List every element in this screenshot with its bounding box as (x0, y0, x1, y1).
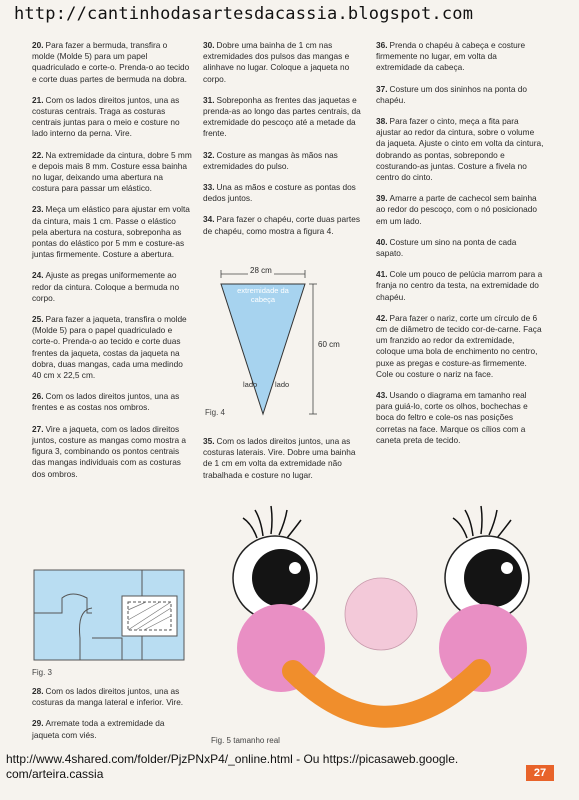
step-text: Na extremidade da cintura, dobre 5 mm e depois mais 8 mm. Costure essa bainha no lugar, deixando uma abertura na costura para passar um elástico. (32, 149, 192, 194)
step-number: 40. (376, 236, 388, 247)
hat-width-label: 28 cm (250, 266, 272, 275)
left-eye-highlight (289, 562, 301, 574)
nose (345, 578, 417, 650)
right-eye-highlight (501, 562, 513, 574)
step-text: Usando o diagrama em tamanho real para guiá-lo, corte os olhos, bochechas e boca do feltro e cole-os nas posições corretas na face. Marque os cílios com a caneta preta de tecido. (376, 390, 528, 445)
step-text: Vire a jaqueta, com os lados direitos juntos, costure as mangas como mostra a figura 3, combinando os pontos centrais das mangas individuais com as costuras dos ombros. (32, 423, 187, 479)
step-text: Costure um sino na ponta de cada sapato. (376, 236, 517, 259)
step-text: Cole um pouco de pelúcia marrom para a franja no centro da testa, na extremidade do chapéu. (376, 269, 543, 302)
instruction-step (376, 84, 544, 106)
instruction-step (32, 718, 192, 740)
step-text: Costure um dos sininhos na ponta do chapéu. (376, 83, 527, 105)
step-number: 26. (32, 391, 44, 402)
hat-top-label-line1: extremidade da (237, 286, 289, 295)
step-text: Meça um elástico para ajustar em volta da cintura, mais 1 cm. Passe o elástico pela abertura na costura, sobreponha as pontas do elástico por 5 mm e costure-as juntas firmemente. Costure a abertura. (32, 204, 190, 260)
step-text: Para fazer a bermuda, transfira o molde (Molde 5) para um papel quadriculado e corte-o. Prenda-o ao tecido e corte duas partes de bermuda na dobra. (32, 40, 190, 84)
hat-side-left-label: lado (243, 380, 258, 389)
instruction-step (376, 193, 544, 227)
instruction-step (32, 314, 192, 381)
instruction-step (32, 95, 192, 140)
jacket-sleeve-diagram (32, 568, 192, 663)
step-number: 21. (32, 94, 44, 105)
step-number: 41. (376, 269, 388, 280)
step-number: 33. (203, 182, 215, 193)
step-text: Com os lados direitos juntos, una as costuras centrais. Traga as costuras centrais juntas para o meio e costure no lado interno da perna. Vire. (32, 94, 180, 139)
instruction-step (376, 313, 544, 380)
step-text: Prenda o chapéu à cabeça e costure firmemente no lugar, em volta da extremidade da cabeça. (376, 40, 526, 73)
step-number: 23. (32, 204, 44, 215)
instruction-step (32, 391, 192, 413)
instruction-step (203, 214, 366, 236)
instruction-step (376, 237, 544, 259)
instruction-step (32, 40, 192, 85)
instructions-column-3 (376, 40, 544, 456)
step-text: Com os lados direitos juntos, una as costuras da manga lateral e inferior. Vire. (32, 686, 184, 708)
step-number: 35. (203, 436, 215, 446)
instructions-column-2-bottom (203, 436, 366, 491)
step-text: Sobreponha as frentes das jaquetas e prenda-as ao longo das partes centrais, da extremidade do pescoço até a metade da frente. (203, 94, 361, 139)
step-text: Para fazer o chapéu, corte duas partes de chapéu, como mostra a figura 4. (203, 214, 360, 236)
step-number: 31. (203, 94, 215, 105)
right-eyelashes (453, 506, 511, 538)
footer-url-line1[interactable]: http://www.4shared.com/folder/PjzPNxP4/_online.html - Ou https://picasaweb.google. (6, 752, 459, 766)
footer-url-line2[interactable]: com/arteira.cassia (6, 767, 104, 781)
instruction-step (203, 95, 366, 140)
step-text: Para fazer o cinto, meça a fita para ajustar ao redor da cintura, sobre o volume da jaqueta. Ajuste o cinto em volta da cintura, dobrando as pontas, sobrepondo e costurando-as juntas. Costure a fivela no centro do cinto. (376, 116, 544, 183)
step-number: 34. (203, 214, 215, 225)
step-number: 39. (376, 193, 388, 204)
hat-top-label (225, 286, 301, 304)
step-text: Amarre a parte de cachecol sem bainha ao redor do pescoço, com o nó posicionado em um lado. (376, 193, 537, 226)
figure-3 (32, 568, 192, 677)
step-number: 20. (32, 40, 44, 50)
clown-face (205, 498, 570, 748)
instruction-step (32, 150, 192, 195)
footer-links[interactable] (6, 752, 576, 782)
step-text: Arremate toda a extremidade da jaqueta com viés. (32, 718, 165, 740)
figure-5-face-diagram (205, 498, 570, 748)
step-text: Costure as mangas às mãos nas extremidades do pulso. (203, 149, 338, 171)
instruction-step (376, 390, 544, 446)
hat-height-label: 60 cm (318, 340, 340, 349)
step-number: 30. (203, 40, 215, 50)
hat-side-right-label: lado (275, 380, 290, 389)
instruction-step (203, 182, 366, 204)
step-text: Para fazer o nariz, corte um círculo de 6 cm de diâmetro de tecido cor-de-carne. Faça um franzido ao redor da extremidade, coloque uma bola de enchimento no centro, puxe as pregas e costure-as firmemente. Cole ou costure o nariz na face. (376, 312, 542, 379)
left-eyelashes (243, 506, 301, 538)
instruction-step (32, 204, 192, 260)
step-number: 42. (376, 312, 388, 323)
left-pupil (252, 549, 310, 607)
instruction-step (32, 424, 192, 480)
step-text: Dobre uma bainha de 1 cm nas extremidades dos pulsos das mangas e alinhave no lugar. Coloque a jaqueta no corpo. (203, 40, 350, 84)
instruction-step (203, 436, 366, 481)
step-text: Com os lados direitos juntos, una as costuras laterais. Vire. Dobre uma bainha de 1 cm em volta da extremidade não trabalhada e costure no lugar. (203, 436, 356, 480)
instructions-column-1 (32, 40, 192, 490)
figure-5-caption: Fig. 5 tamanho real (211, 736, 280, 745)
step-text: Ajuste as pregas uniformemente ao redor da cintura. Coloque a bermuda no corpo. (32, 270, 180, 303)
instruction-step (203, 40, 366, 85)
step-number: 38. (376, 116, 388, 127)
step-number: 27. (32, 423, 44, 434)
instruction-step (376, 116, 544, 183)
instructions-column-1-bottom (32, 686, 192, 751)
step-number: 37. (376, 83, 388, 94)
step-number: 36. (376, 40, 388, 50)
instruction-step (203, 150, 366, 172)
step-text: Com os lados direitos juntos, una as frentes e as costas nos ombros. (32, 391, 180, 413)
step-text: Una as mãos e costure as pontas dos dedos juntos. (203, 182, 356, 204)
instruction-step (32, 686, 192, 708)
step-number: 25. (32, 314, 44, 325)
instruction-step (376, 269, 544, 303)
step-number: 22. (32, 149, 44, 160)
step-number: 29. (32, 718, 44, 729)
page-number: 27 (526, 765, 554, 781)
blog-url-header[interactable]: http://cantinhodasartesdacassia.blogspot.com (14, 4, 474, 24)
step-number: 32. (203, 149, 215, 160)
instructions-column-2 (203, 40, 366, 247)
figure-4 (203, 262, 366, 427)
instruction-step (376, 40, 544, 74)
step-number: 28. (32, 686, 44, 696)
instruction-step (32, 270, 192, 304)
step-text: Para fazer a jaqueta, transfira o molde (Molde 5) para o papel quadriculado e corte-o. Prenda-o ao tecido e corte duas frentes da jaqueta, costas da jaqueta na dobra, duas mangas, cada uma medindo 40 cm x 22,5 cm. (32, 314, 187, 381)
step-number: 43. (376, 390, 388, 401)
step-number: 24. (32, 270, 44, 281)
right-pupil (464, 549, 522, 607)
hat-top-label-line2: cabeça (250, 295, 276, 304)
figure-3-caption: Fig. 3 (32, 668, 53, 677)
figure-4-caption: Fig. 4 (205, 408, 226, 417)
